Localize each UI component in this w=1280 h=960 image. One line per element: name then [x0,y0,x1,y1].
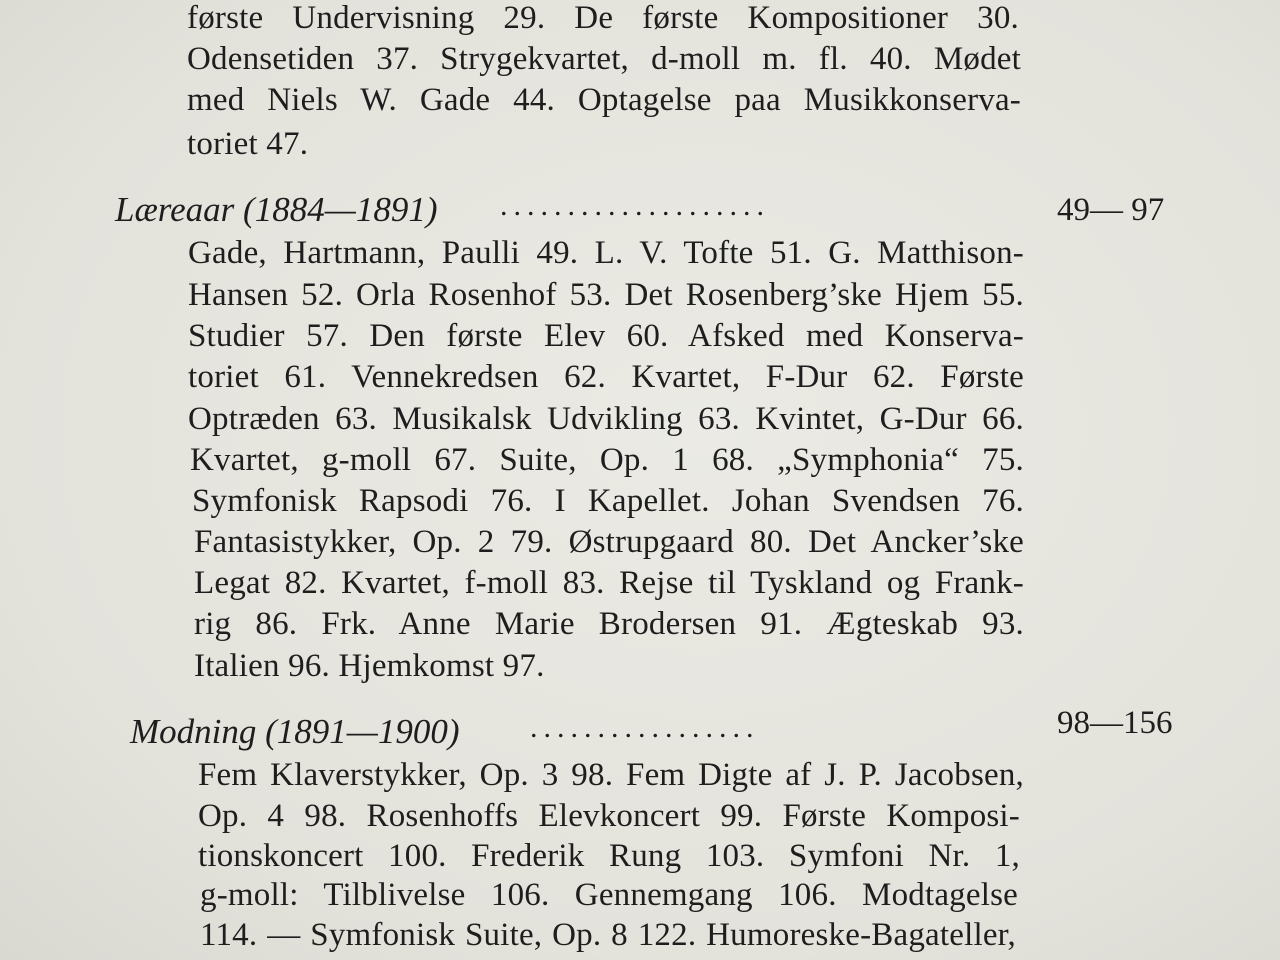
body-line: Op. 4 98. Rosenhoffs Elevkoncert 99. Første Komposi- [198,798,1020,834]
body-line: rig 86. Frk. Anne Marie Brodersen 91. Ægteskab 93. [194,606,1024,642]
intro-line: første Undervisning 29. De første Kompositioner 30. [187,0,1019,36]
intro-line: Odensetiden 37. Strygekvartet, d-moll m. fl. 40. Mødet [187,41,1021,77]
body-line: Legat 82. Kvartet, f-moll 83. Rejse til Tyskland og Frank- [194,565,1024,601]
body-line: Symfonisk Rapsodi 76. I Kapellet. Johan Svendsen 76. [192,483,1024,519]
body-line: toriet 61. Vennekredsen 62. Kvartet, F-Dur 62. Første [188,359,1024,395]
body-line: Kvartet, g-moll 67. Suite, Op. 1 68. „Symphonia“ 75. [190,442,1024,478]
page-range: 98—156 [1057,705,1173,741]
dot-leader: ................. [530,711,760,744]
intro-line: toriet 47. [187,126,309,162]
body-line: 114. — Symfonisk Suite, Op. 8 122. Humoreske-Bagateller, [200,917,1016,953]
body-line: Italien 96. Hjemkomst 97. [194,648,545,684]
page-range: 49— 97 [1057,192,1165,228]
body-line: Fem Klaverstykker, Op. 3 98. Fem Digte af J. P. Jacobsen, [198,757,1024,793]
section-title: Læreaar (1884—1891) [115,190,438,229]
intro-line: med Niels W. Gade 44. Optagelse paa Musikkonserva- [187,82,1021,118]
body-line: Gade, Hartmann, Paulli 49. L. V. Tofte 51. G. Matthison- [188,235,1024,271]
body-line: g-moll: Tilblivelse 106. Gennemgang 106. Modtagelse [200,877,1018,913]
body-line: Studier 57. Den første Elev 60. Afsked med Konserva- [188,318,1024,354]
section-title: Modning (1891—1900) [130,712,460,751]
dot-leader: .................... [500,189,770,222]
body-line: tionskoncert 100. Frederik Rung 103. Symfoni Nr. 1, [198,838,1020,874]
body-line: Optræden 63. Musikalsk Udvikling 63. Kvintet, G-Dur 66. [188,401,1024,437]
body-line: Hansen 52. Orla Rosenhof 53. Det Rosenberg’ske Hjem 55. [188,277,1024,313]
body-line: Fantasistykker, Op. 2 79. Østrupgaard 80. Det Ancker’ske [194,524,1024,560]
